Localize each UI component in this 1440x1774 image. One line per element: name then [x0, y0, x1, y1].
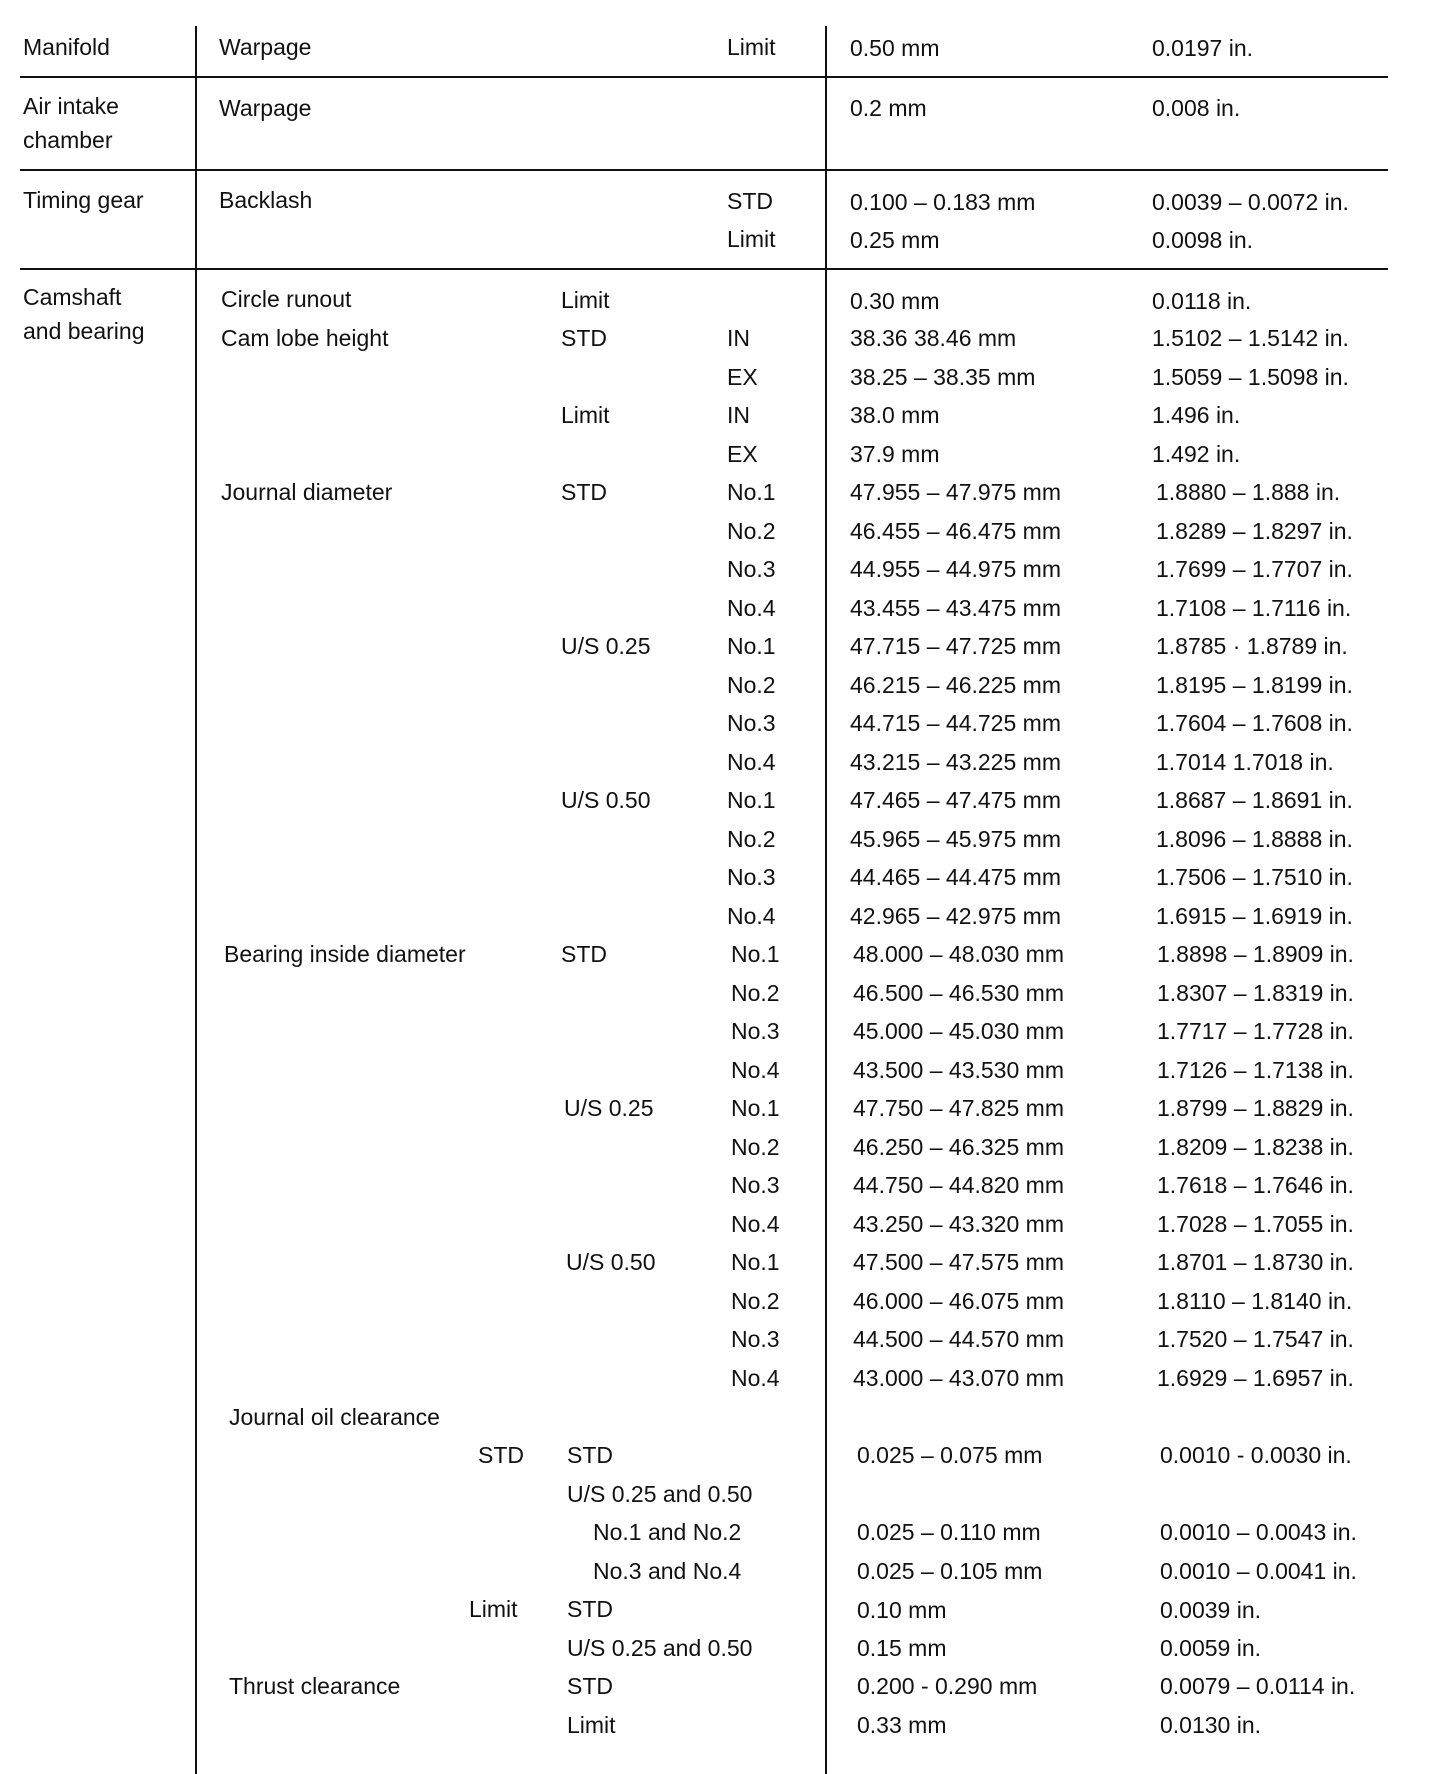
sub-condition: No.1 and No.2	[593, 1519, 742, 1545]
value-inch: 1.7604 – 1.7608 in.	[1156, 710, 1353, 736]
condition: Limit	[567, 1712, 616, 1738]
condition: STD	[567, 1596, 613, 1622]
value-inch: 1.8785 · 1.8789 in.	[1156, 633, 1348, 659]
value-mm: 46.455 – 46.475 mm	[850, 517, 1061, 544]
value-inch: 0.0098 in.	[1152, 227, 1254, 253]
value-inch: 1.8289 – 1.8297 in.	[1156, 517, 1353, 544]
group-label: U/S 0.25	[564, 1095, 654, 1121]
row-divider-2	[20, 169, 1388, 171]
sub-condition: No.3	[727, 710, 776, 736]
value-inch: 1.492 in.	[1152, 440, 1241, 467]
value-inch: 0.0010 - 0.0030 in.	[1160, 1442, 1352, 1468]
section-name: Air intake chamber	[23, 93, 119, 153]
condition: Limit	[561, 402, 610, 428]
value-inch: 0.0197 in.	[1152, 35, 1254, 61]
sub-condition: No.3	[731, 1326, 780, 1352]
sub-condition: No.1	[727, 633, 776, 659]
value-inch: 1.7717 – 1.7728 in.	[1157, 1018, 1354, 1044]
value-mm: 47.500 – 47.575 mm	[853, 1249, 1064, 1275]
value-mm: 0.30 mm	[850, 288, 940, 314]
item-label: Journal diameter	[221, 479, 393, 505]
value-inch: 0.0010 – 0.0043 in.	[1160, 1519, 1357, 1545]
value-inch: 1.8701 – 1.8730 in.	[1157, 1249, 1354, 1275]
item-label: Journal oil clearance	[229, 1404, 440, 1430]
value-mm: 47.465 – 47.475 mm	[850, 787, 1061, 813]
sub-condition: No.1	[731, 1249, 780, 1275]
value-mm: 44.750 – 44.820 mm	[853, 1172, 1064, 1198]
condition: Limit	[727, 226, 776, 252]
value-inch: 0.008 in.	[1152, 95, 1241, 121]
condition: Limit	[561, 287, 610, 313]
sub-condition: No.4	[731, 1056, 780, 1083]
value-mm: 46.215 – 46.225 mm	[850, 671, 1061, 698]
sub-condition: EX	[727, 440, 758, 467]
value-mm: 0.025 – 0.110 mm	[857, 1519, 1041, 1545]
value-inch: 1.8195 – 1.8199 in.	[1156, 671, 1353, 698]
value-inch: 1.6915 – 1.6919 in.	[1156, 902, 1353, 929]
condition: Limit	[727, 34, 776, 60]
sub-condition: No.3	[731, 1172, 780, 1198]
value-inch: 1.8209 – 1.8238 in.	[1157, 1133, 1354, 1160]
group-label: U/S 0.25	[561, 633, 651, 659]
value-mm: 0.025 – 0.105 mm	[857, 1558, 1043, 1584]
sub-condition: No.2	[731, 979, 780, 1006]
value-inch: 1.7506 – 1.7510 in.	[1156, 864, 1353, 890]
value-mm: 46.500 – 46.530 mm	[853, 979, 1064, 1006]
value-mm: 47.715 – 47.725 mm	[850, 633, 1061, 659]
value-mm: 0.25 mm	[850, 227, 940, 253]
value-mm: 46.250 – 46.325 mm	[853, 1133, 1064, 1160]
section-name: Camshaft and bearing	[23, 284, 145, 344]
value-mm: 37.9 mm	[850, 440, 940, 467]
sub-condition: No.3	[731, 1018, 780, 1044]
item-label: Backlash	[219, 187, 313, 213]
sub-condition: No.1	[727, 479, 776, 505]
sub-condition: No.1	[731, 941, 780, 967]
row-divider-3	[20, 268, 1388, 270]
value-inch: 1.8880 – 1.888 in.	[1156, 479, 1341, 505]
value-mm: 47.955 – 47.975 mm	[850, 479, 1061, 505]
value-mm: 38.0 mm	[850, 402, 940, 428]
value-inch: 1.7520 – 1.7547 in.	[1157, 1326, 1354, 1352]
condition: U/S 0.25 and 0.50	[567, 1635, 753, 1661]
value-mm: 42.965 – 42.975 mm	[850, 902, 1061, 929]
item-label: Warpage	[219, 34, 312, 60]
item-label: Warpage	[219, 95, 312, 121]
value-mm: 44.955 – 44.975 mm	[850, 556, 1061, 582]
condition: STD	[567, 1442, 613, 1468]
sub-condition: No.2	[727, 671, 776, 698]
value-mm: 38.25 – 38.35 mm	[850, 363, 1036, 390]
value-mm: 43.500 – 43.530 mm	[853, 1056, 1064, 1083]
sub-condition: EX	[727, 363, 758, 390]
sub-condition: No.2	[731, 1287, 780, 1314]
value-inch: 1.8799 – 1.8829 in.	[1157, 1095, 1354, 1121]
value-inch: 1.496 in.	[1152, 402, 1241, 428]
value-inch: 1.5059 – 1.5098 in.	[1152, 363, 1349, 390]
sub-condition: No.1	[727, 787, 776, 813]
value-mm: 46.000 – 46.075 mm	[853, 1287, 1064, 1314]
value-mm: 47.750 – 47.825 mm	[853, 1095, 1064, 1121]
value-mm: 44.715 – 44.725 mm	[850, 710, 1061, 736]
value-inch: 0.0039 in.	[1160, 1597, 1262, 1623]
value-mm: 38.36 38.46 mm	[850, 325, 1017, 351]
value-inch: 1.7126 – 1.7138 in.	[1157, 1056, 1354, 1083]
value-mm: 43.000 – 43.070 mm	[853, 1364, 1064, 1391]
value-mm: 0.33 mm	[857, 1712, 947, 1738]
vertical-divider-left	[195, 26, 197, 1774]
value-inch: 1.7014 1.7018 in.	[1156, 748, 1334, 775]
condition: STD	[561, 325, 607, 351]
condition: STD	[567, 1673, 613, 1699]
value-inch: 1.7699 – 1.7707 in.	[1156, 556, 1353, 582]
sub-condition: No.3	[727, 556, 776, 582]
value-inch: 1.6929 – 1.6957 in.	[1157, 1364, 1354, 1391]
item-label: Cam lobe height	[221, 325, 389, 351]
value-inch: 0.0130 in.	[1160, 1712, 1262, 1738]
value-inch: 1.8110 – 1.8140 in.	[1157, 1287, 1353, 1314]
value-inch: 1.5102 – 1.5142 in.	[1152, 325, 1349, 351]
value-mm: 44.500 – 44.570 mm	[853, 1326, 1064, 1352]
value-inch: 1.7108 – 1.7116 in.	[1156, 594, 1352, 621]
item-label: Thrust clearance	[229, 1673, 401, 1699]
group-label: Limit	[469, 1596, 518, 1622]
value-inch: 1.8307 – 1.8319 in.	[1157, 979, 1354, 1006]
section-name: Timing gear	[23, 187, 144, 213]
value-mm: 0.100 – 0.183 mm	[850, 189, 1036, 215]
sub-condition: No.3	[727, 864, 776, 890]
value-mm: 0.025 – 0.075 mm	[857, 1442, 1043, 1468]
value-mm: 44.465 – 44.475 mm	[850, 864, 1061, 890]
value-mm: 43.215 – 43.225 mm	[850, 748, 1061, 775]
sub-condition: No.4	[727, 594, 776, 621]
value-inch: 0.0039 – 0.0072 in.	[1152, 189, 1349, 215]
group-label: STD	[561, 479, 607, 505]
value-inch: 1.7028 – 1.7055 in.	[1157, 1210, 1354, 1237]
sub-condition: No.2	[727, 825, 776, 852]
value-inch: 0.0118 in.	[1152, 288, 1252, 314]
value-mm: 43.455 – 43.475 mm	[850, 594, 1061, 621]
value-inch: 1.7618 – 1.7646 in.	[1157, 1172, 1354, 1198]
group-label: STD	[561, 941, 607, 967]
value-inch: 0.0010 – 0.0041 in.	[1160, 1558, 1357, 1584]
group-label: U/S 0.50	[566, 1249, 656, 1275]
item-label: Circle runout	[221, 286, 352, 312]
value-mm: 0.50 mm	[850, 35, 940, 61]
sub-condition: No.3 and No.4	[593, 1558, 742, 1584]
value-inch: 1.8898 – 1.8909 in.	[1157, 941, 1354, 967]
value-mm: 0.10 mm	[857, 1597, 947, 1623]
value-mm: 0.15 mm	[857, 1635, 947, 1661]
group-label: U/S 0.50	[561, 787, 651, 813]
group-label: STD	[478, 1442, 524, 1468]
condition: U/S 0.25 and 0.50	[567, 1481, 753, 1507]
sub-condition: No.4	[731, 1364, 780, 1391]
value-inch: 1.8096 – 1.8888 in.	[1156, 825, 1353, 852]
sub-condition: IN	[727, 402, 750, 428]
value-mm: 45.000 – 45.030 mm	[853, 1018, 1064, 1044]
value-inch: 0.0059 in.	[1160, 1635, 1262, 1661]
value-mm: 0.2 mm	[850, 95, 927, 121]
vertical-divider-right	[825, 26, 827, 1774]
sub-condition: No.4	[731, 1210, 780, 1237]
item-label: Bearing inside diameter	[224, 941, 466, 967]
sub-condition: No.2	[731, 1133, 780, 1160]
sub-condition: No.4	[727, 748, 776, 775]
value-mm: 48.000 – 48.030 mm	[853, 941, 1064, 967]
sub-condition: No.1	[731, 1095, 780, 1121]
row-divider-1	[20, 76, 1388, 78]
sub-condition: No.2	[727, 517, 776, 544]
condition: STD	[727, 188, 773, 214]
value-inch: 0.0079 – 0.0114 in.	[1160, 1673, 1356, 1699]
section-name: Manifold	[23, 34, 110, 60]
value-inch: 1.8687 – 1.8691 in.	[1156, 787, 1353, 813]
value-mm: 43.250 – 43.320 mm	[853, 1210, 1064, 1237]
value-mm: 0.200 - 0.290 mm	[857, 1673, 1038, 1699]
value-mm: 45.965 – 45.975 mm	[850, 825, 1061, 852]
sub-condition: No.4	[727, 902, 776, 929]
sub-condition: IN	[727, 325, 750, 351]
